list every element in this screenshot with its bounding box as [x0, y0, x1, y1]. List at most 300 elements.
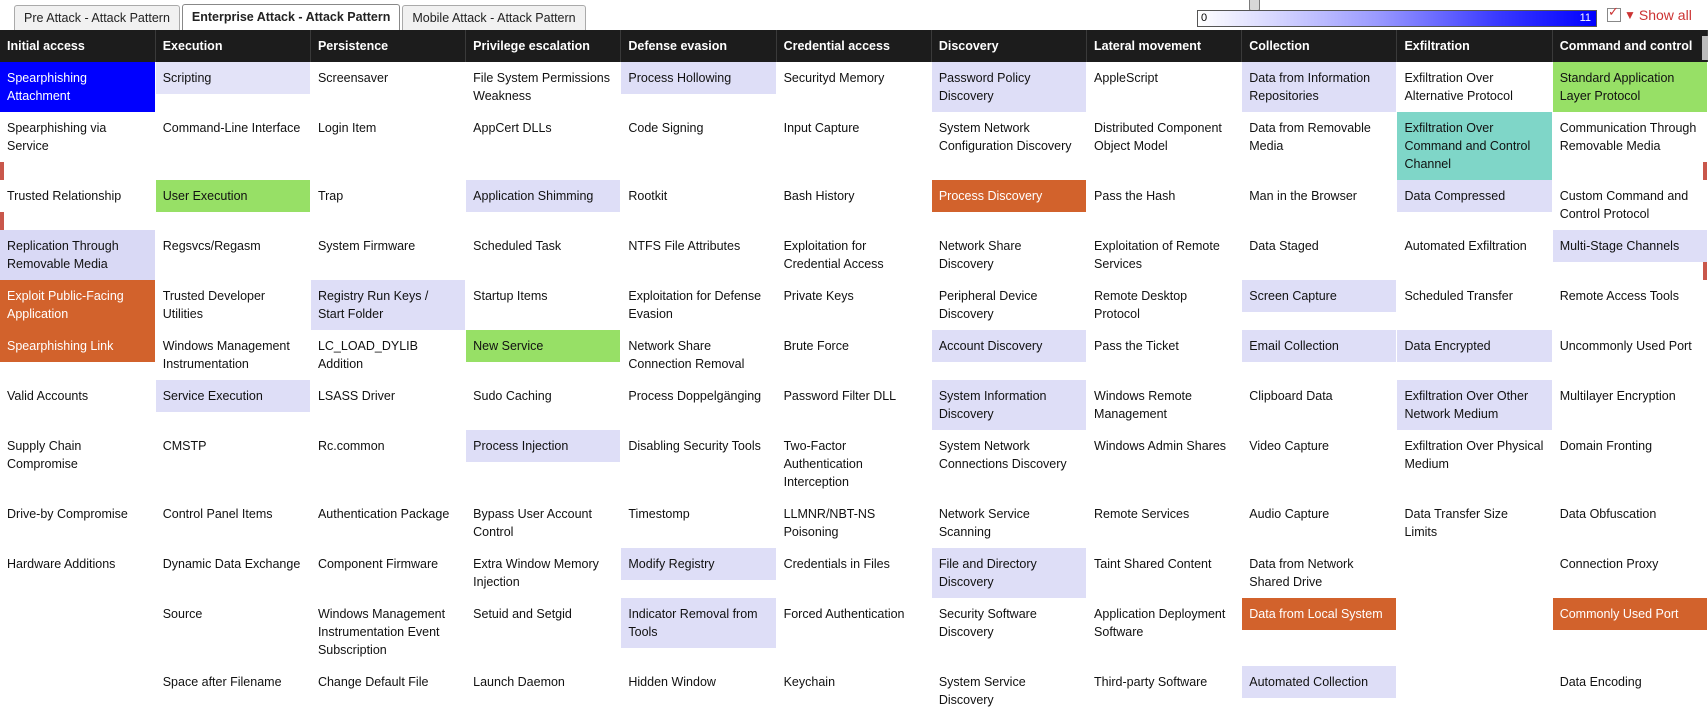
- technique-cell[interactable]: Exploitation for Credential Access: [777, 230, 931, 280]
- matrix-cell: [310, 430, 465, 498]
- matrix-cell: [931, 430, 1086, 498]
- matrix-cell: [776, 380, 931, 430]
- matrix-cell: [931, 112, 1086, 180]
- matrix-cell: [1087, 498, 1242, 548]
- technique-cell[interactable]: Process Doppelgänging: [621, 380, 775, 412]
- technique-cell[interactable]: Two-Factor Authentication Interception: [777, 430, 931, 498]
- technique-cell[interactable]: Taint Shared Content: [1087, 548, 1241, 580]
- matrix-cell: [1397, 62, 1552, 112]
- matrix-cell: [776, 598, 931, 666]
- matrix-cell: [931, 498, 1086, 548]
- technique-cell[interactable]: Scheduled Task: [466, 230, 620, 262]
- column-header-initial-access[interactable]: Initial access: [0, 30, 155, 62]
- matrix-cell: [621, 330, 776, 380]
- matrix-cell: [621, 280, 776, 330]
- technique-cell[interactable]: Disabling Security Tools: [621, 430, 775, 462]
- matrix-cell: [1397, 548, 1552, 598]
- empty-cell: [1397, 548, 1551, 580]
- matrix-cell: [0, 380, 155, 430]
- technique-cell[interactable]: Account Discovery: [932, 330, 1086, 362]
- technique-cell[interactable]: New Service: [466, 330, 620, 362]
- matrix-cell: [466, 598, 621, 666]
- matrix-cell: [621, 430, 776, 498]
- technique-cell[interactable]: Bypass User Account Control: [466, 498, 620, 548]
- technique-cell[interactable]: System Information Discovery: [932, 380, 1086, 430]
- technique-cell[interactable]: Startup Items: [466, 280, 620, 312]
- matrix-cell: [466, 666, 621, 716]
- matrix-cell: [310, 280, 465, 330]
- technique-cell[interactable]: AppleScript: [1087, 62, 1241, 94]
- technique-cell[interactable]: Windows Management Instrumentation Event Subscription: [311, 598, 465, 666]
- tab-bar: [0, 0, 1708, 30]
- matrix-cell: [1552, 380, 1707, 430]
- empty-cell: [0, 598, 155, 630]
- matrix-cell: [1552, 62, 1707, 112]
- matrix-cell: [621, 548, 776, 598]
- technique-cell[interactable]: Network Service Scanning: [932, 498, 1086, 548]
- technique-cell[interactable]: Replication Through Removable Media: [0, 230, 155, 280]
- matrix-cell: [0, 180, 155, 230]
- technique-cell[interactable]: Scripting: [156, 62, 310, 94]
- technique-cell[interactable]: Video Capture: [1242, 430, 1396, 462]
- matrix-cell: [621, 666, 776, 716]
- matrix-cell: [1242, 180, 1397, 230]
- technique-cell[interactable]: System Service Discovery: [932, 666, 1086, 716]
- technique-cell[interactable]: Commonly Used Port: [1553, 598, 1707, 630]
- column-header-credential-access[interactable]: Credential access: [776, 30, 931, 62]
- matrix-cell: [466, 112, 621, 180]
- matrix-cell: [621, 598, 776, 666]
- technique-cell[interactable]: Source: [156, 598, 310, 630]
- matrix-cell: [931, 598, 1086, 666]
- column-header-exfiltration[interactable]: Exfiltration: [1397, 30, 1552, 62]
- matrix-cell: [0, 230, 155, 280]
- matrix-cell: [1397, 280, 1552, 330]
- matrix-cell: [621, 498, 776, 548]
- technique-cell[interactable]: Spearphishing Link: [0, 330, 155, 362]
- technique-cell[interactable]: AppCert DLLs: [466, 112, 620, 144]
- matrix-cell: [931, 666, 1086, 716]
- matrix-row: [0, 330, 1708, 380]
- technique-cell[interactable]: System Firmware: [311, 230, 465, 262]
- matrix-cell: [776, 280, 931, 330]
- technique-cell[interactable]: Password Policy Discovery: [932, 62, 1086, 112]
- matrix-cell: [1087, 548, 1242, 598]
- matrix-cell: [1242, 666, 1397, 716]
- technique-cell[interactable]: Data Encoding: [1553, 666, 1707, 698]
- technique-cell[interactable]: Uncommonly Used Port: [1553, 330, 1707, 362]
- matrix-cell: [310, 666, 465, 716]
- matrix-cell: [0, 280, 155, 330]
- matrix-cell: [0, 498, 155, 548]
- matrix-cell: [1552, 230, 1707, 280]
- matrix-cell: [931, 380, 1086, 430]
- technique-cell[interactable]: LSASS Driver: [311, 380, 465, 412]
- empty-cell: [0, 666, 155, 698]
- matrix-cell: [155, 330, 310, 380]
- technique-cell[interactable]: Timestomp: [621, 498, 775, 530]
- matrix-cell: [1087, 330, 1242, 380]
- technique-cell[interactable]: Email Collection: [1242, 330, 1396, 362]
- technique-cell[interactable]: Remote Services: [1087, 498, 1241, 530]
- heat-slider[interactable]: [1197, 2, 1597, 28]
- technique-cell[interactable]: Space after Filename: [156, 666, 310, 698]
- matrix-cell: [776, 498, 931, 548]
- technique-cell[interactable]: Data from Network Shared Drive: [1242, 548, 1396, 598]
- matrix-cell: [621, 230, 776, 280]
- matrix-cell: [931, 548, 1086, 598]
- technique-cell[interactable]: File and Directory Discovery: [932, 548, 1086, 598]
- tab-enterprise-attack[interactable]: Enterprise Attack - Attack Pattern: [182, 4, 400, 30]
- technique-cell[interactable]: Sudo Caching: [466, 380, 620, 412]
- column-header-collection[interactable]: Collection: [1242, 30, 1397, 62]
- technique-cell[interactable]: Clipboard Data: [1242, 380, 1396, 412]
- technique-cell[interactable]: Supply Chain Compromise: [0, 430, 155, 480]
- gradient-bar: [1197, 10, 1597, 27]
- legend-max-value: 11: [1579, 12, 1591, 24]
- matrix-cell: [931, 280, 1086, 330]
- matrix-cell: [0, 548, 155, 598]
- matrix-cell: [310, 498, 465, 548]
- matrix-cell: [776, 230, 931, 280]
- technique-cell[interactable]: Audio Capture: [1242, 498, 1396, 530]
- technique-cell[interactable]: Valid Accounts: [0, 380, 155, 412]
- matrix-cell: [1087, 230, 1242, 280]
- technique-cell[interactable]: System Network Connections Discovery: [932, 430, 1086, 480]
- technique-cell[interactable]: Exploitation of Remote Services: [1087, 230, 1241, 280]
- column-header-lateral-movement[interactable]: Lateral movement: [1087, 30, 1242, 62]
- matrix-cell: [931, 62, 1086, 112]
- technique-cell[interactable]: Component Firmware: [311, 548, 465, 580]
- technique-cell[interactable]: Setuid and Setgid: [466, 598, 620, 630]
- matrix-cell: [466, 230, 621, 280]
- matrix-cell: [466, 380, 621, 430]
- technique-cell[interactable]: Data from Information Repositories: [1242, 62, 1396, 112]
- matrix-row: [0, 62, 1708, 112]
- matrix-cell: [0, 598, 155, 666]
- technique-cell[interactable]: Password Filter DLL: [777, 380, 931, 412]
- technique-cell[interactable]: Third-party Software: [1087, 666, 1241, 698]
- technique-cell[interactable]: CMSTP: [156, 430, 310, 462]
- technique-cell[interactable]: Exfiltration Over Alternative Protocol: [1397, 62, 1551, 112]
- matrix-cell: [1242, 430, 1397, 498]
- technique-cell[interactable]: Exploit Public-Facing Application: [0, 280, 155, 330]
- matrix-cell: [1242, 598, 1397, 666]
- matrix-cell: [1087, 180, 1242, 230]
- technique-cell[interactable]: Control Panel Items: [156, 498, 310, 530]
- matrix-row: [0, 498, 1708, 548]
- matrix-row: [0, 666, 1708, 716]
- matrix-cell: [155, 112, 310, 180]
- matrix-cell: [621, 380, 776, 430]
- matrix-cell: [466, 180, 621, 230]
- matrix-cell: [1552, 548, 1707, 598]
- technique-cell[interactable]: Process Discovery: [932, 180, 1086, 212]
- technique-cell[interactable]: Data Encrypted: [1397, 330, 1551, 362]
- matrix-cell: [621, 112, 776, 180]
- matrix-cell: [155, 666, 310, 716]
- technique-cell[interactable]: Keychain: [777, 666, 931, 698]
- column-header-execution[interactable]: Execution: [155, 30, 310, 62]
- matrix-cell: [1552, 666, 1707, 716]
- matrix-cell: [1242, 498, 1397, 548]
- show-all-label: Show all: [1638, 7, 1692, 23]
- technique-cell[interactable]: Trusted Relationship: [0, 180, 155, 212]
- technique-cell[interactable]: Rootkit: [621, 180, 775, 212]
- matrix-cell: [310, 112, 465, 180]
- matrix-cell: [931, 230, 1086, 280]
- technique-cell[interactable]: Service Execution: [156, 380, 310, 412]
- matrix-cell: [1242, 112, 1397, 180]
- technique-cell[interactable]: Windows Management Instrumentation: [156, 330, 310, 380]
- matrix-cell: [155, 498, 310, 548]
- technique-cell[interactable]: Data Compressed: [1397, 180, 1551, 212]
- matrix-cell: [1397, 666, 1552, 716]
- technique-cell[interactable]: Private Keys: [777, 280, 931, 312]
- matrix-cell: [466, 498, 621, 548]
- matrix-cell: [931, 180, 1086, 230]
- legend-widget: [1197, 0, 1702, 30]
- technique-cell[interactable]: NTFS File Attributes: [621, 230, 775, 262]
- matrix-cell: [776, 548, 931, 598]
- technique-cell[interactable]: Screensaver: [311, 62, 465, 94]
- tab-mobile-attack[interactable]: Mobile Attack - Attack Pattern: [402, 5, 585, 30]
- technique-cell[interactable]: Bash History: [777, 180, 931, 212]
- empty-cell: [1397, 666, 1551, 698]
- show-all-toggle[interactable]: [1607, 7, 1692, 23]
- matrix-cell: [621, 180, 776, 230]
- technique-cell[interactable]: Automated Exfiltration: [1397, 230, 1551, 262]
- technique-cell[interactable]: Process Hollowing: [621, 62, 775, 94]
- matrix-row: [0, 180, 1708, 230]
- technique-cell[interactable]: Extra Window Memory Injection: [466, 548, 620, 598]
- technique-cell[interactable]: Forced Authentication: [777, 598, 931, 630]
- technique-cell[interactable]: Credentials in Files: [777, 548, 931, 580]
- matrix-cell: [776, 330, 931, 380]
- technique-cell[interactable]: Input Capture: [777, 112, 931, 144]
- technique-cell[interactable]: Multi-Stage Channels: [1553, 230, 1707, 262]
- matrix-cell: [466, 62, 621, 112]
- technique-cell[interactable]: Regsvcs/Regasm: [156, 230, 310, 262]
- matrix-cell: [1552, 280, 1707, 330]
- technique-cell[interactable]: Exploitation for Defense Evasion: [621, 280, 775, 330]
- column-header-discovery[interactable]: Discovery: [931, 30, 1086, 62]
- technique-cell[interactable]: Rc.common: [311, 430, 465, 462]
- matrix-cell: [1397, 598, 1552, 666]
- matrix-cell: [310, 330, 465, 380]
- filter-icon: ▼: [1624, 8, 1636, 22]
- matrix-cell: [155, 62, 310, 112]
- matrix-cell: [776, 62, 931, 112]
- technique-cell[interactable]: Peripheral Device Discovery: [932, 280, 1086, 330]
- technique-cell[interactable]: Spearphishing via Service: [0, 112, 155, 162]
- technique-cell[interactable]: Registry Run Keys / Start Folder: [311, 280, 465, 330]
- matrix-cell: [1397, 112, 1552, 180]
- column-header-persistence[interactable]: Persistence: [310, 30, 465, 62]
- technique-cell[interactable]: Application Shimming: [466, 180, 620, 212]
- technique-cell[interactable]: Dynamic Data Exchange: [156, 548, 310, 580]
- matrix-cell: [155, 598, 310, 666]
- matrix-row: [0, 380, 1708, 430]
- matrix-cell: [310, 180, 465, 230]
- technique-cell[interactable]: Man in the Browser: [1242, 180, 1396, 212]
- technique-cell[interactable]: Command-Line Interface: [156, 112, 310, 144]
- matrix-cell: [0, 112, 155, 180]
- matrix-cell: [466, 548, 621, 598]
- technique-cell[interactable]: Automated Collection: [1242, 666, 1396, 698]
- technique-cell[interactable]: Hardware Additions: [0, 548, 155, 580]
- technique-cell[interactable]: Pass the Hash: [1087, 180, 1241, 212]
- technique-cell[interactable]: Scheduled Transfer: [1397, 280, 1551, 312]
- technique-cell[interactable]: Network Share Connection Removal: [621, 330, 775, 380]
- show-all-checkbox[interactable]: [1607, 8, 1621, 22]
- matrix-cell: [310, 230, 465, 280]
- matrix-cell: [1552, 430, 1707, 498]
- technique-cell[interactable]: Connection Proxy: [1553, 548, 1707, 580]
- technique-cell[interactable]: Code Signing: [621, 112, 775, 144]
- matrix-row: [0, 230, 1708, 280]
- matrix-cell: [1242, 230, 1397, 280]
- matrix-cell: [310, 62, 465, 112]
- technique-cell[interactable]: User Execution: [156, 180, 310, 212]
- matrix-cell: [0, 430, 155, 498]
- technique-cell[interactable]: Distributed Component Object Model: [1087, 112, 1241, 162]
- matrix-cell: [1087, 666, 1242, 716]
- technique-cell[interactable]: Application Deployment Software: [1087, 598, 1241, 648]
- technique-cell[interactable]: Indicator Removal from Tools: [621, 598, 775, 648]
- matrix-cell: [931, 330, 1086, 380]
- matrix-cell: [155, 430, 310, 498]
- technique-cell[interactable]: LLMNR/NBT-NS Poisoning: [777, 498, 931, 548]
- technique-cell[interactable]: Communication Through Removable Media: [1553, 112, 1707, 162]
- column-header-command-and-control[interactable]: Command and control: [1552, 30, 1707, 62]
- technique-cell[interactable]: Hidden Window: [621, 666, 775, 698]
- technique-cell[interactable]: Pass the Ticket: [1087, 330, 1241, 362]
- technique-cell[interactable]: System Network Configuration Discovery: [932, 112, 1086, 162]
- matrix-cell: [1087, 62, 1242, 112]
- matrix-cell: [1087, 380, 1242, 430]
- technique-cell[interactable]: Data from Local System: [1242, 598, 1396, 630]
- technique-cell[interactable]: Exfiltration Over Command and Control Channel: [1397, 112, 1551, 180]
- matrix-cell: [466, 330, 621, 380]
- technique-cell[interactable]: LC_LOAD_DYLIB Addition: [311, 330, 465, 380]
- technique-cell[interactable]: Process Injection: [466, 430, 620, 462]
- matrix-cell: [1242, 380, 1397, 430]
- technique-cell[interactable]: Launch Daemon: [466, 666, 620, 698]
- technique-cell[interactable]: Data from Removable Media: [1242, 112, 1396, 162]
- empty-cell: [1397, 598, 1551, 630]
- matrix-cell: [1397, 498, 1552, 548]
- matrix-cell: [466, 430, 621, 498]
- matrix-cell: [1552, 598, 1707, 666]
- technique-cell[interactable]: Windows Admin Shares: [1087, 430, 1241, 462]
- matrix-header-row: [0, 30, 1708, 62]
- technique-cell[interactable]: Spearphishing Attachment: [0, 62, 155, 112]
- matrix-cell: [1552, 180, 1707, 230]
- matrix-cell: [1087, 598, 1242, 666]
- matrix-cell: [1242, 280, 1397, 330]
- column-header-privilege-escalation[interactable]: Privilege escalation: [466, 30, 621, 62]
- matrix-cell: [1087, 280, 1242, 330]
- technique-cell[interactable]: Standard Application Layer Protocol: [1553, 62, 1707, 112]
- column-header-defense-evasion[interactable]: Defense evasion: [621, 30, 776, 62]
- technique-cell[interactable]: Remote Access Tools: [1553, 280, 1707, 312]
- technique-cell[interactable]: Trusted Developer Utilities: [156, 280, 310, 330]
- legend-min-value: 0: [1201, 12, 1208, 24]
- matrix-cell: [1242, 62, 1397, 112]
- matrix-cell: [1397, 380, 1552, 430]
- matrix-cell: [776, 180, 931, 230]
- technique-cell[interactable]: Exfiltration Over Other Network Medium: [1397, 380, 1551, 430]
- technique-cell[interactable]: Network Share Discovery: [932, 230, 1086, 280]
- technique-cell[interactable]: Exfiltration Over Physical Medium: [1397, 430, 1551, 480]
- technique-cell[interactable]: Screen Capture: [1242, 280, 1396, 312]
- scrollbar-thumb[interactable]: [1702, 36, 1708, 60]
- matrix-cell: [310, 548, 465, 598]
- matrix-cell: [1397, 430, 1552, 498]
- attack-matrix-table: [0, 30, 1708, 716]
- matrix-cell: [776, 666, 931, 716]
- matrix-cell: [1242, 330, 1397, 380]
- matrix-row: [0, 112, 1708, 180]
- technique-cell[interactable]: Data Staged: [1242, 230, 1396, 262]
- matrix-cell: [1397, 180, 1552, 230]
- matrix-cell: [155, 380, 310, 430]
- technique-cell[interactable]: Security Software Discovery: [932, 598, 1086, 648]
- matrix-cell: [466, 280, 621, 330]
- matrix-cell: [776, 430, 931, 498]
- technique-cell[interactable]: Brute Force: [777, 330, 931, 362]
- matrix-cell: [155, 180, 310, 230]
- matrix-cell: [1397, 230, 1552, 280]
- matrix-row: [0, 280, 1708, 330]
- matrix-row: [0, 598, 1708, 666]
- matrix-row: [0, 430, 1708, 498]
- technique-cell[interactable]: Remote Desktop Protocol: [1087, 280, 1241, 330]
- technique-cell[interactable]: Change Default File: [311, 666, 465, 698]
- matrix-row: [0, 548, 1708, 598]
- tab-pre-attack[interactable]: Pre Attack - Attack Pattern: [14, 5, 180, 30]
- technique-cell[interactable]: Securityd Memory: [777, 62, 931, 94]
- technique-cell[interactable]: Authentication Package: [311, 498, 465, 530]
- technique-cell[interactable]: Trap: [311, 180, 465, 212]
- technique-cell[interactable]: Data Transfer Size Limits: [1397, 498, 1551, 548]
- technique-cell[interactable]: File System Permissions Weakness: [466, 62, 620, 112]
- matrix-cell: [0, 62, 155, 112]
- matrix-cell: [1087, 430, 1242, 498]
- technique-cell[interactable]: Windows Remote Management: [1087, 380, 1241, 430]
- technique-cell[interactable]: Login Item: [311, 112, 465, 144]
- matrix-cell: [155, 280, 310, 330]
- technique-cell[interactable]: Drive-by Compromise: [0, 498, 155, 530]
- matrix-cell: [1242, 548, 1397, 598]
- matrix-cell: [0, 330, 155, 380]
- technique-cell[interactable]: Data Obfuscation: [1553, 498, 1707, 530]
- matrix-cell: [776, 112, 931, 180]
- tab-list: [14, 4, 586, 30]
- technique-cell[interactable]: Modify Registry: [621, 548, 775, 580]
- matrix-cell: [155, 548, 310, 598]
- matrix-cell: [1397, 330, 1552, 380]
- matrix-cell: [0, 666, 155, 716]
- technique-cell[interactable]: Multilayer Encryption: [1553, 380, 1707, 412]
- matrix-cell: [1087, 112, 1242, 180]
- technique-cell[interactable]: Custom Command and Control Protocol: [1553, 180, 1707, 230]
- matrix-body: [0, 62, 1708, 716]
- technique-cell[interactable]: Domain Fronting: [1553, 430, 1707, 462]
- matrix-cell: [621, 62, 776, 112]
- matrix-cell: [155, 230, 310, 280]
